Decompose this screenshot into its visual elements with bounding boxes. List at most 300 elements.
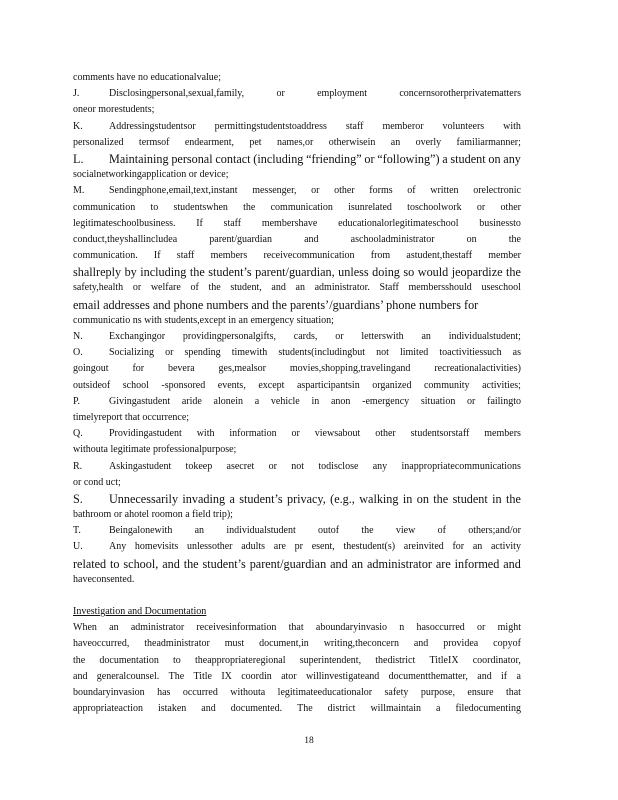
word: The xyxy=(297,703,313,715)
word: on xyxy=(416,491,429,506)
word: privacy, xyxy=(286,491,326,506)
word: “friending” xyxy=(306,151,362,166)
word: providea xyxy=(443,638,479,650)
word: failingto xyxy=(487,395,521,407)
word: in xyxy=(402,491,413,506)
list-item-label: K. xyxy=(73,120,83,132)
word: esent, xyxy=(311,541,335,553)
list-item-label: M. xyxy=(73,185,85,197)
word: pet xyxy=(249,136,262,148)
word: by xyxy=(124,265,137,280)
word: Socializing xyxy=(109,347,154,359)
word: names,or xyxy=(276,136,314,148)
text-line xyxy=(73,151,521,167)
text-line xyxy=(73,119,521,135)
text-line xyxy=(73,232,521,248)
word: theappropriateregional xyxy=(195,654,286,666)
line-text: email addresses and phone numbers and the parents’/guardians’ phone numbers for xyxy=(73,297,479,312)
list-item-label: R. xyxy=(73,460,83,472)
text-line xyxy=(73,329,521,345)
word: contact xyxy=(215,151,251,166)
word: or xyxy=(477,622,486,634)
word: with xyxy=(503,120,521,132)
line-text: haveconsented. xyxy=(73,573,135,585)
word: educationalorlegitimateschool xyxy=(338,217,459,229)
word: unlessother xyxy=(186,541,233,553)
line-text xyxy=(73,556,521,572)
word: student, xyxy=(230,282,262,294)
word: student xyxy=(450,151,486,166)
line-text xyxy=(73,216,521,232)
word: except xyxy=(258,379,285,391)
word: and xyxy=(477,670,492,682)
word: to xyxy=(110,556,120,571)
section-heading-line xyxy=(73,604,521,620)
text-line xyxy=(73,426,521,442)
text-line xyxy=(73,701,521,717)
word: coordinator, xyxy=(472,654,521,666)
line-text xyxy=(109,86,521,102)
line-text xyxy=(73,135,521,151)
word: information xyxy=(229,428,277,440)
word: welfare xyxy=(150,282,181,294)
word: parent/guardian xyxy=(249,556,327,571)
word: others;and/or xyxy=(468,525,521,537)
line-text xyxy=(73,280,521,296)
word: concernsorotherprivatematters xyxy=(399,88,521,100)
text-line xyxy=(73,86,521,102)
text-line xyxy=(73,167,521,183)
word: willmaintain xyxy=(370,703,421,715)
word: the xyxy=(208,282,221,294)
line-text: or cond uct; xyxy=(73,476,121,488)
word: (including xyxy=(253,151,304,166)
word: informed xyxy=(454,556,500,571)
word: generalcounsel. xyxy=(96,670,160,682)
word: IX xyxy=(221,670,232,682)
text-line xyxy=(73,394,521,410)
word: ensure xyxy=(467,686,494,698)
word: legitimateschoolbusiness. xyxy=(73,217,176,229)
text-line xyxy=(73,248,521,264)
word: haveoccurred, xyxy=(73,638,130,650)
word: has xyxy=(157,686,171,698)
word: or xyxy=(335,331,344,342)
word: asparticipantsin xyxy=(296,379,360,391)
list-item-label: U. xyxy=(73,541,83,553)
word: familiarmanner; xyxy=(456,136,521,148)
list-item-label: S. xyxy=(73,491,83,506)
word: isunrelated xyxy=(348,201,392,213)
word: not xyxy=(376,347,389,359)
word: an xyxy=(295,282,305,294)
word: jeopardize xyxy=(451,265,503,280)
list-item-label: T. xyxy=(73,525,81,537)
word: student’s xyxy=(208,265,252,280)
word: a xyxy=(442,151,448,166)
word: alonein xyxy=(213,395,243,407)
word: and xyxy=(271,282,286,294)
word: termsof xyxy=(138,136,170,148)
word: thedistrict xyxy=(375,654,416,666)
word: Title xyxy=(193,670,212,682)
word: Askingastudent xyxy=(109,460,172,472)
word: recreationalactivities) xyxy=(434,363,521,375)
word: studentsorstaff xyxy=(410,428,470,440)
text-line xyxy=(73,410,521,426)
word: or xyxy=(467,395,476,407)
text-line xyxy=(73,491,521,507)
word: view xyxy=(395,525,416,537)
word: individualstudent; xyxy=(448,331,521,342)
word: Unnecessarily xyxy=(109,491,179,506)
word: walking xyxy=(359,491,399,506)
word: limited xyxy=(399,347,429,359)
word: staff xyxy=(223,217,242,229)
word: letterswith xyxy=(361,331,404,342)
word: TitleIX xyxy=(429,654,459,666)
line-text: communicatio ns with students,except in an emergency situation; xyxy=(73,314,334,326)
word: the xyxy=(73,654,86,666)
word: to xyxy=(150,201,159,213)
word: organized xyxy=(372,379,412,391)
word: student xyxy=(452,491,488,506)
line-text: timelyreport that occurrence; xyxy=(73,411,190,423)
word: studentswhen xyxy=(173,201,228,213)
word: are xyxy=(435,556,451,571)
word: Beingalonewith xyxy=(109,525,173,537)
text-line xyxy=(73,442,521,458)
word: communication. xyxy=(73,250,138,262)
word: activities; xyxy=(482,379,521,391)
word: student’s xyxy=(202,556,246,571)
list-item-label: L. xyxy=(73,151,84,166)
line-text xyxy=(109,151,521,167)
word: in xyxy=(492,491,502,506)
word: documented. xyxy=(230,703,283,715)
word: permittingstudentstoaddress xyxy=(214,120,327,132)
word: endearment, xyxy=(184,136,234,148)
word: outof xyxy=(318,525,340,537)
word: communication xyxy=(270,201,333,213)
line-text xyxy=(73,361,521,377)
word: members xyxy=(210,250,248,262)
word: receivesinformation xyxy=(196,622,277,634)
word: membershave xyxy=(261,217,318,229)
word: and xyxy=(201,703,216,715)
word: theadministrator xyxy=(144,638,210,650)
text-line xyxy=(73,297,521,313)
text-line xyxy=(73,459,521,475)
line-text xyxy=(109,345,521,361)
word: otherwisein xyxy=(328,136,376,148)
word: homevisits xyxy=(134,541,179,553)
word: must xyxy=(224,638,245,650)
page-body xyxy=(73,70,521,717)
line-text xyxy=(73,636,521,652)
word: activity xyxy=(490,541,521,553)
misconduct-list xyxy=(73,70,521,588)
word: -sponsored xyxy=(161,379,206,391)
line-text xyxy=(109,119,521,135)
word: of xyxy=(190,282,199,294)
word: adults xyxy=(241,541,266,553)
word: conduct,theyshallincludea xyxy=(73,233,178,245)
word: appropriateaction xyxy=(73,703,143,715)
word: withouta xyxy=(230,686,266,698)
word: a xyxy=(229,491,235,506)
text-line xyxy=(73,280,521,296)
word: When xyxy=(73,622,97,634)
word: or xyxy=(476,201,486,213)
word: member xyxy=(488,250,521,262)
word: and xyxy=(304,233,319,245)
text-line xyxy=(73,345,521,361)
list-item-label: O. xyxy=(73,347,83,359)
line-text xyxy=(73,232,521,248)
word: The xyxy=(168,670,185,682)
word: student’s xyxy=(239,491,283,506)
word: safety,health xyxy=(73,282,124,294)
text-line xyxy=(73,556,521,572)
word: related xyxy=(73,556,107,571)
word: that xyxy=(505,686,521,698)
word: personalized xyxy=(73,136,124,148)
word: communication xyxy=(73,201,136,213)
word: other xyxy=(334,185,355,197)
word: an xyxy=(351,556,364,571)
text-line xyxy=(73,135,521,151)
word: for xyxy=(132,363,145,375)
word: ator xyxy=(281,670,297,682)
word: the xyxy=(361,525,374,537)
word: administrator xyxy=(366,556,432,571)
text-line xyxy=(73,636,521,652)
list-item-label: J. xyxy=(73,88,80,100)
word: students(includingbut xyxy=(278,347,365,359)
line-text xyxy=(109,329,521,345)
word: viewsabout xyxy=(314,428,361,440)
text-line xyxy=(73,378,521,394)
line-text xyxy=(73,264,521,280)
word: spending xyxy=(184,347,221,359)
word: an xyxy=(472,541,483,553)
text-line xyxy=(73,539,521,555)
word: a xyxy=(436,703,441,715)
line-text xyxy=(73,378,521,394)
word: anon xyxy=(330,395,351,407)
word: including xyxy=(140,265,187,280)
word: “following”) xyxy=(377,151,440,166)
word: or xyxy=(165,347,174,359)
word: Providingastudent xyxy=(109,428,182,440)
line-text xyxy=(73,701,521,717)
word: outsideof xyxy=(73,379,111,391)
word: an xyxy=(109,622,119,634)
word: Disclosingpersonal,sexual,family, xyxy=(109,88,245,100)
word: members xyxy=(484,428,521,440)
text-line xyxy=(73,620,521,636)
text-line xyxy=(73,313,521,329)
word: bevera xyxy=(167,363,195,375)
word: toactivitiessuch xyxy=(439,347,502,359)
line-text xyxy=(109,523,521,539)
word: n xyxy=(399,622,405,634)
text-line xyxy=(73,102,521,118)
word: aride xyxy=(181,395,202,407)
word: or xyxy=(364,151,375,166)
word: an xyxy=(421,331,431,342)
word: the xyxy=(506,265,521,280)
word: overly xyxy=(415,136,442,148)
word: the xyxy=(243,201,256,213)
word: If xyxy=(153,250,161,262)
word: would xyxy=(417,265,449,280)
word: legitimateeducationalor xyxy=(277,686,373,698)
word: other xyxy=(375,428,396,440)
word: and xyxy=(162,556,180,571)
word: invading xyxy=(182,491,226,506)
list-item-label: P. xyxy=(73,395,80,407)
text-line xyxy=(73,669,521,685)
text-line xyxy=(73,200,521,216)
word: school, xyxy=(123,556,159,571)
word: on xyxy=(488,151,501,166)
word: the xyxy=(189,265,205,280)
line-text xyxy=(73,669,521,685)
word: from xyxy=(370,250,391,262)
word: receivecommunication xyxy=(263,250,355,262)
word: that xyxy=(288,622,304,634)
line-text xyxy=(73,685,521,701)
line-text: withouta legitimate professionalpurpose; xyxy=(73,444,237,456)
line-text xyxy=(73,620,521,636)
word: coordin xyxy=(241,670,272,682)
word: not xyxy=(291,460,305,472)
word: copyof xyxy=(493,638,521,650)
investigation-paragraph xyxy=(73,620,521,717)
line-text xyxy=(73,653,521,669)
word: or xyxy=(291,428,300,440)
word: community xyxy=(423,379,470,391)
word: as xyxy=(512,347,521,359)
word: timewith xyxy=(231,347,268,359)
word: superintendent, xyxy=(299,654,362,666)
word: so xyxy=(403,265,415,280)
word: Any xyxy=(109,541,127,553)
word: an xyxy=(194,525,205,537)
word: -emergency xyxy=(362,395,410,407)
word: written xyxy=(430,185,459,197)
text-line xyxy=(73,361,521,377)
word: administrator xyxy=(130,622,185,634)
word: cards, xyxy=(293,331,318,342)
word: if xyxy=(501,670,508,682)
word: unless xyxy=(338,265,369,280)
word: staff xyxy=(345,120,364,132)
word: or xyxy=(276,88,285,100)
word: vehicle xyxy=(270,395,300,407)
word: might xyxy=(497,622,521,634)
word: administrator. xyxy=(314,282,370,294)
word: businessto xyxy=(479,217,521,229)
line-text xyxy=(109,459,521,475)
word: Staff xyxy=(379,282,399,294)
word: willinvestigateand xyxy=(305,670,380,682)
word: Givingastudent xyxy=(109,395,171,407)
word: any xyxy=(372,460,388,472)
word: Exchangingor xyxy=(109,331,166,342)
word: for xyxy=(452,541,465,553)
line-text: bathroom or ahotel roomon a field trip); xyxy=(73,509,233,521)
word: and xyxy=(330,556,348,571)
word: todisclose xyxy=(318,460,359,472)
word: filedocumenting xyxy=(455,703,521,715)
list-item-label: N. xyxy=(73,331,83,342)
section-heading: Investigation and Documentation xyxy=(73,606,207,617)
word: individualstudent xyxy=(226,525,296,537)
word: aschooladministrator xyxy=(350,233,435,245)
word: Sendingphone,email,text,instant xyxy=(109,185,238,197)
line-text xyxy=(109,539,521,555)
word: in xyxy=(311,395,320,407)
word: a xyxy=(254,395,260,407)
word: membersshould xyxy=(408,282,472,294)
word: Maintaining xyxy=(109,151,169,166)
text-line xyxy=(73,264,521,280)
word: safety xyxy=(384,686,409,698)
word: astudent,thestaff xyxy=(406,250,473,262)
text-line xyxy=(73,685,521,701)
word: thestudent(s) xyxy=(343,541,396,553)
line-text: comments have no educationalvalue; xyxy=(73,72,222,83)
text-line xyxy=(73,572,521,588)
line-text: socialnetworkingapplication or device; xyxy=(73,169,229,181)
word: writing,theconcern xyxy=(323,638,399,650)
word: documentation xyxy=(99,654,159,666)
word: employment xyxy=(317,88,368,100)
word: an xyxy=(390,136,401,148)
word: personal xyxy=(171,151,213,166)
word: boundaryinvasion xyxy=(73,686,145,698)
line-text xyxy=(73,248,521,264)
word: shallreply xyxy=(73,265,122,280)
word: of xyxy=(407,185,416,197)
line-text: oneor morestudents; xyxy=(73,104,155,116)
word: any xyxy=(503,151,521,166)
word: to xyxy=(173,654,181,666)
list-item-label: Q. xyxy=(73,428,83,440)
word: documentthematter, xyxy=(388,670,468,682)
line-text xyxy=(109,426,521,442)
word: memberor xyxy=(382,120,424,132)
word: inappropriatecommunications xyxy=(401,460,521,472)
word: forms xyxy=(369,185,393,197)
word: are xyxy=(273,541,286,553)
word: movies,shopping,travelingand xyxy=(289,363,411,375)
text-line xyxy=(73,70,521,86)
word: on xyxy=(466,233,477,245)
word: with xyxy=(196,428,215,440)
word: ges,mealsor xyxy=(218,363,267,375)
word: or xyxy=(268,460,277,472)
word: events, xyxy=(217,379,246,391)
word: and xyxy=(73,670,88,682)
word: goingout xyxy=(73,363,109,375)
word: hasoccurred xyxy=(416,622,465,634)
page-number: 18 xyxy=(304,736,314,746)
line-text xyxy=(109,394,521,410)
